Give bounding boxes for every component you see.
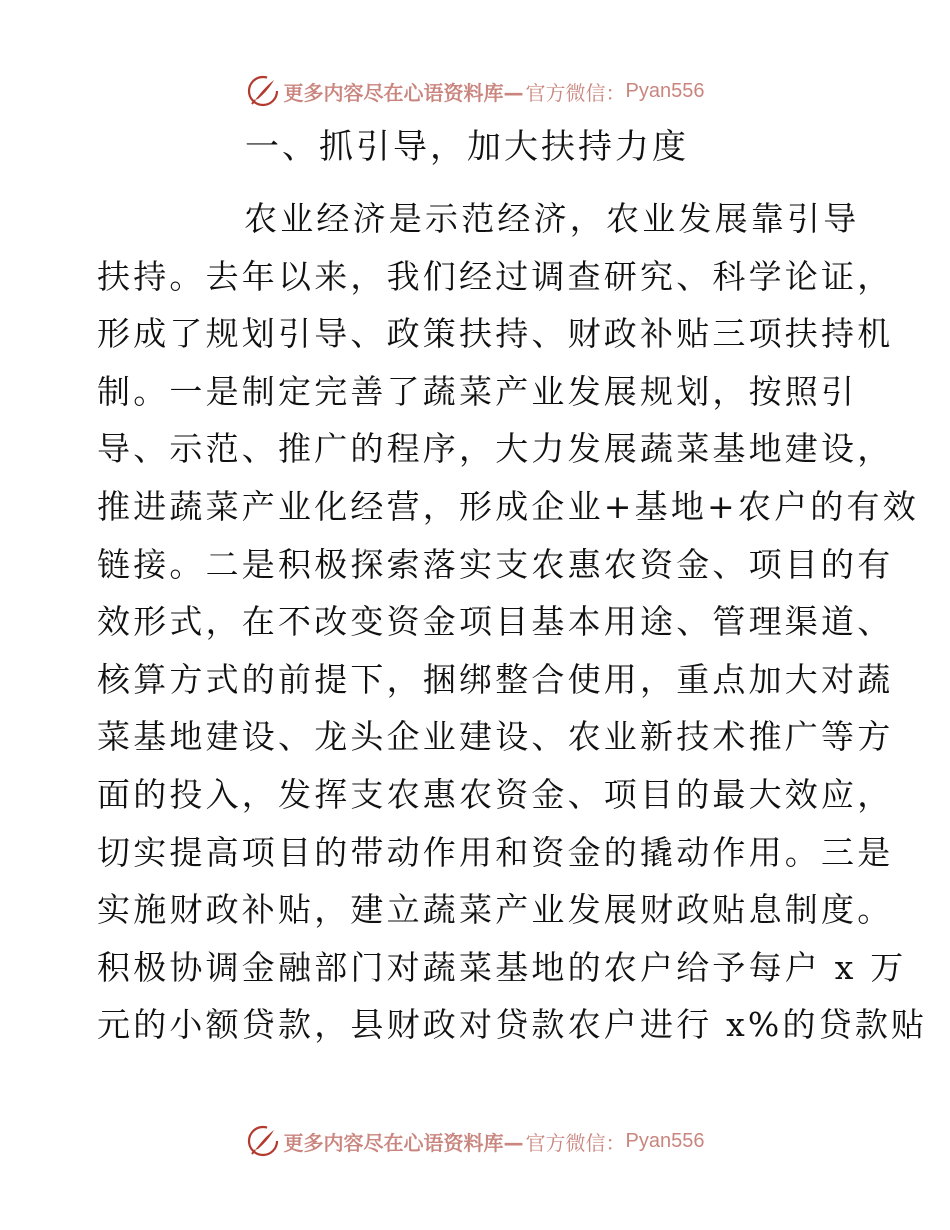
paragraph-line: 菜基地建设、龙头企业建设、农业新技术推广等方: [97, 717, 894, 757]
body-paragraph: [97, 190, 928, 1054]
paragraph-line: 效形式，在不改变资金项目基本用途、管理渠道、: [97, 602, 894, 642]
paragraph-line: 积极协调金融部门对蔬菜基地的农户给予每户 x 万: [97, 947, 907, 987]
paragraph-line: 面的投入，发挥支农惠农资金、项目的最大效应，: [97, 774, 894, 814]
header-watermark: [0, 71, 950, 111]
paragraph-line: 农业经济是示范经济，农业发展靠引导: [244, 199, 860, 238]
quill-logo-icon: [246, 1124, 280, 1158]
quill-logo-icon: [246, 74, 280, 108]
paragraph-line: 实施财政补贴，建立蔬菜产业发展财政贴息制度。: [97, 890, 894, 930]
watermark-wechat-label: 官方微信：: [525, 1130, 626, 1155]
section-heading: 一、抓引导，加大扶持力度: [245, 127, 689, 167]
paragraph-line: 切实提高项目的带动作用和资金的撬动作用。三是: [97, 832, 894, 872]
footer-watermark: [0, 1121, 950, 1161]
watermark-promo-text: 更多内容尽在心语资料库—: [283, 1130, 524, 1155]
paragraph-line: 推进蔬菜产业化经营，形成企业+基地+农户的有效: [97, 486, 919, 526]
paragraph-line: 制。一是制定完善了蔬菜产业发展规划，按照引: [97, 371, 858, 411]
watermark-promo-text: 更多内容尽在心语资料库—: [283, 80, 524, 105]
paragraph-line: 导、示范、推广的程序，大力发展蔬菜基地建设，: [97, 429, 894, 469]
paragraph-line: 形成了规划引导、政策扶持、财政补贴三项扶持机: [97, 314, 894, 354]
paragraph-line: 元的小额贷款，县财政对贷款农户进行 x%的贷款贴: [97, 1005, 928, 1045]
watermark-wechat-id: Pyan556: [625, 1129, 705, 1152]
paragraph-line: 链接。二是积极探索落实支农惠农资金、项目的有: [97, 544, 894, 584]
watermark-wechat-id: Pyan556: [625, 79, 705, 102]
paragraph-line: 核算方式的前提下，捆绑整合使用，重点加大对蔬: [97, 659, 894, 699]
watermark-wechat-label: 官方微信：: [525, 80, 626, 105]
paragraph-line: 扶持。去年以来，我们经过调查研究、科学论证，: [97, 256, 894, 296]
